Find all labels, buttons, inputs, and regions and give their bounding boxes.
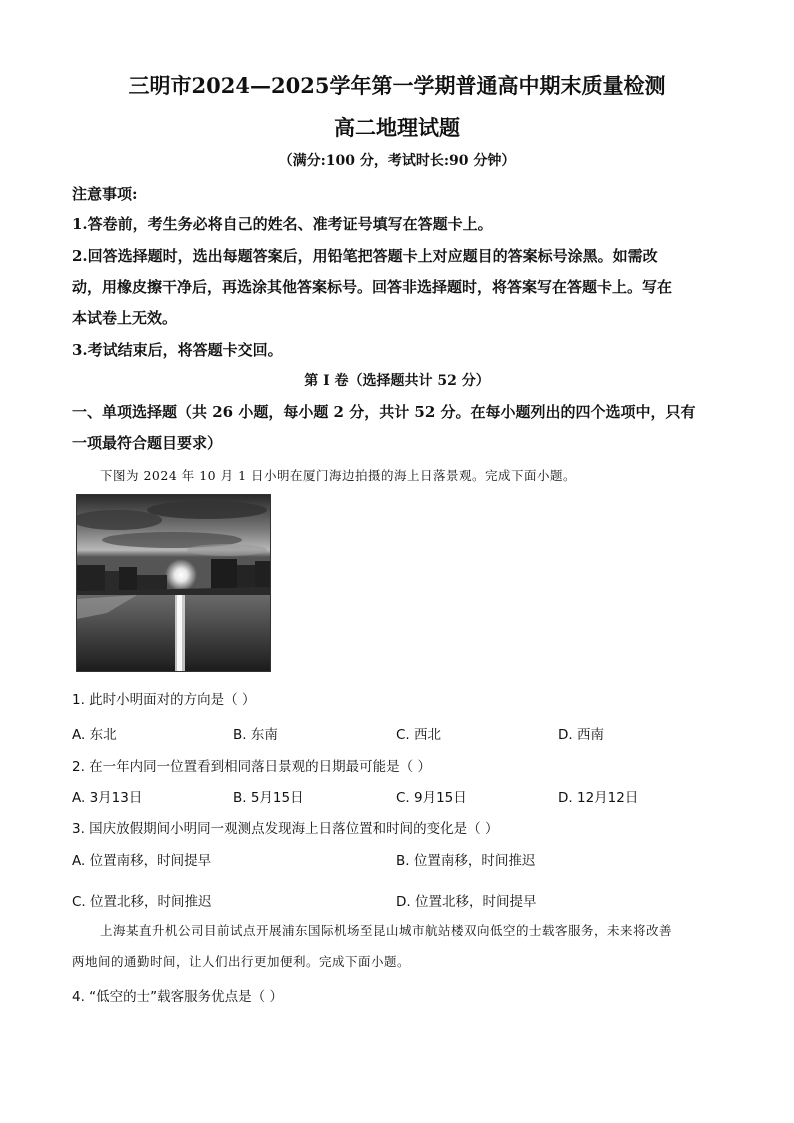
section-instruction-2: 一项最符合题目要求） bbox=[72, 434, 223, 452]
question-3-option-b[interactable]: B. 位置南移，时间推迟 bbox=[396, 853, 536, 869]
sunset-photo bbox=[76, 494, 271, 672]
group1-stem: 下图为 2024 年 10 月 1 日小明在厦门海边拍摄的海上日落景观。完成下面小题。 bbox=[100, 468, 577, 483]
notice-line-1: 1.答卷前，考生务必将自己的姓名、准考证号填写在答题卡上。 bbox=[72, 215, 493, 233]
notice-line-3: 动，用橡皮擦干净后，再选涂其他答案标号。回答非选择题时，将答案写在答题卡上。写在 bbox=[72, 278, 673, 296]
question-3-option-d[interactable]: D. 位置北移，时间提早 bbox=[396, 894, 537, 910]
question-1-stem: 1. 此时小明面对的方向是（ ） bbox=[72, 692, 256, 708]
notice-line-2: 2.回答选择题时，选出每题答案后，用铅笔把答题卡上对应题目的答案标号涂黑。如需改 bbox=[72, 247, 658, 265]
question-1-option-c[interactable]: C. 西北 bbox=[396, 727, 442, 743]
question-2-stem: 2. 在一年内同一位置看到相同落日景观的日期最可能是（ ） bbox=[72, 759, 431, 775]
group2-stem-line-1: 上海某直升机公司目前试点开展浦东国际机场至昆山城市航站楼双向低空的士载客服务，未来将改善 bbox=[100, 923, 673, 938]
section-instruction-1: 一、单项选择题（共 26 小题，每小题 2 分，共计 52 分。在每小题列出的四个选项中，只有 bbox=[72, 403, 696, 421]
question-1-option-a[interactable]: A. 东北 bbox=[72, 727, 117, 743]
question-2-option-d[interactable]: D. 12月12日 bbox=[558, 790, 639, 806]
question-2-option-b[interactable]: B. 5月15日 bbox=[233, 790, 304, 806]
question-3-option-a[interactable]: A. 位置南移，时间提早 bbox=[72, 853, 212, 869]
exam-subtitle: 高二地理试题 bbox=[334, 115, 460, 140]
question-2-option-c[interactable]: C. 9月15日 bbox=[396, 790, 467, 806]
question-4-stem: 4. “低空的士”载客服务优点是（ ） bbox=[72, 989, 283, 1005]
question-3-option-c[interactable]: C. 位置北移，时间推迟 bbox=[72, 894, 212, 910]
notice-line-5: 3.考试结束后，将答题卡交回。 bbox=[72, 341, 283, 359]
notice-heading: 注意事项: bbox=[72, 185, 138, 203]
question-1-option-b[interactable]: B. 东南 bbox=[233, 727, 278, 743]
exam-title: 三明市2024—2025学年第一学期普通高中期末质量检测 bbox=[128, 73, 666, 98]
section-title: 第 I 卷（选择题共计 52 分） bbox=[304, 373, 490, 389]
exam-meta: （满分:100 分，考试时长:90 分钟） bbox=[278, 153, 516, 169]
question-1-option-d[interactable]: D. 西南 bbox=[558, 727, 604, 743]
question-2-option-a[interactable]: A. 3月13日 bbox=[72, 790, 143, 806]
question-3-stem: 3. 国庆放假期间小明同一观测点发现海上日落位置和时间的变化是（ ） bbox=[72, 821, 499, 837]
notice-line-4: 本试卷上无效。 bbox=[72, 309, 178, 327]
group2-stem-line-2: 两地间的通勤时间，让人们出行更加便利。完成下面小题。 bbox=[72, 954, 411, 969]
